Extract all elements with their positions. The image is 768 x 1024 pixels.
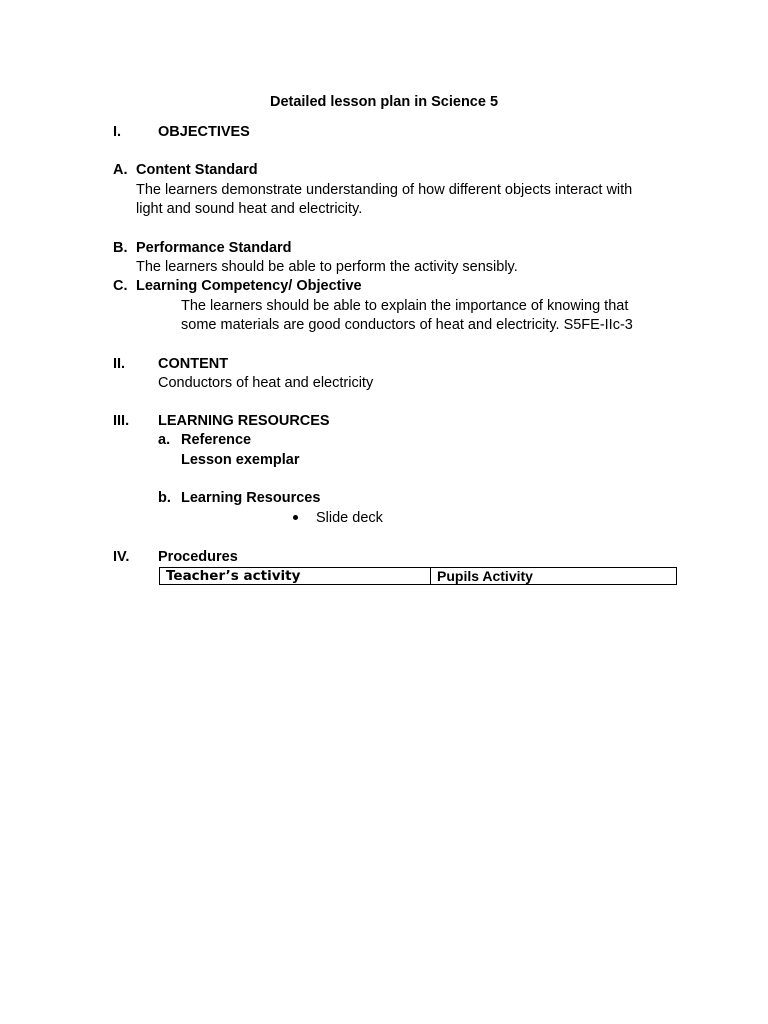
- learning-competency-text: some materials are good conductors of heat and electricity. S5FE-IIc-3: [181, 317, 633, 333]
- section-numeral: IV.: [113, 549, 130, 565]
- table-header-pupils: Pupils Activity: [437, 568, 533, 584]
- learning-resources-heading: Learning Resources: [181, 490, 321, 506]
- item-letter: B.: [113, 240, 128, 256]
- procedures-table: [159, 567, 677, 585]
- section-heading-learning-resources: LEARNING RESOURCES: [158, 413, 330, 429]
- reference-text: Lesson exemplar: [181, 452, 300, 468]
- item-letter: b.: [158, 490, 171, 506]
- section-numeral: II.: [113, 356, 126, 372]
- content-text: Conductors of heat and electricity: [158, 375, 374, 391]
- reference-heading: Reference: [181, 432, 252, 448]
- section-heading-content: CONTENT: [158, 356, 229, 372]
- item-letter: C.: [113, 278, 128, 294]
- section-numeral: III.: [113, 413, 130, 429]
- learning-competency-heading: Learning Competency/ Objective: [136, 278, 362, 294]
- item-letter: A.: [113, 162, 128, 178]
- section-heading-procedures: Procedures: [158, 549, 238, 565]
- section-numeral: I.: [113, 124, 122, 140]
- content-standard-text: The learners demonstrate understanding of how different objects interact with: [136, 182, 633, 198]
- performance-standard-heading: Performance Standard: [136, 240, 292, 256]
- item-letter: a.: [158, 432, 171, 448]
- learning-competency-text: The learners should be able to explain the importance of knowing that: [181, 298, 629, 314]
- content-standard-heading: Content Standard: [136, 162, 258, 178]
- section-heading-objectives: OBJECTIVES: [158, 124, 250, 140]
- table-header-teacher: Teacher’s activity: [160, 568, 431, 584]
- bullet-icon: [293, 515, 298, 520]
- performance-standard-text: The learners should be able to perform the activity sensibly.: [136, 259, 518, 275]
- document-title: Detailed lesson plan in Science 5: [269, 94, 499, 110]
- content-standard-text: light and sound heat and electricity.: [136, 201, 363, 217]
- bullet-item: Slide deck: [316, 510, 383, 526]
